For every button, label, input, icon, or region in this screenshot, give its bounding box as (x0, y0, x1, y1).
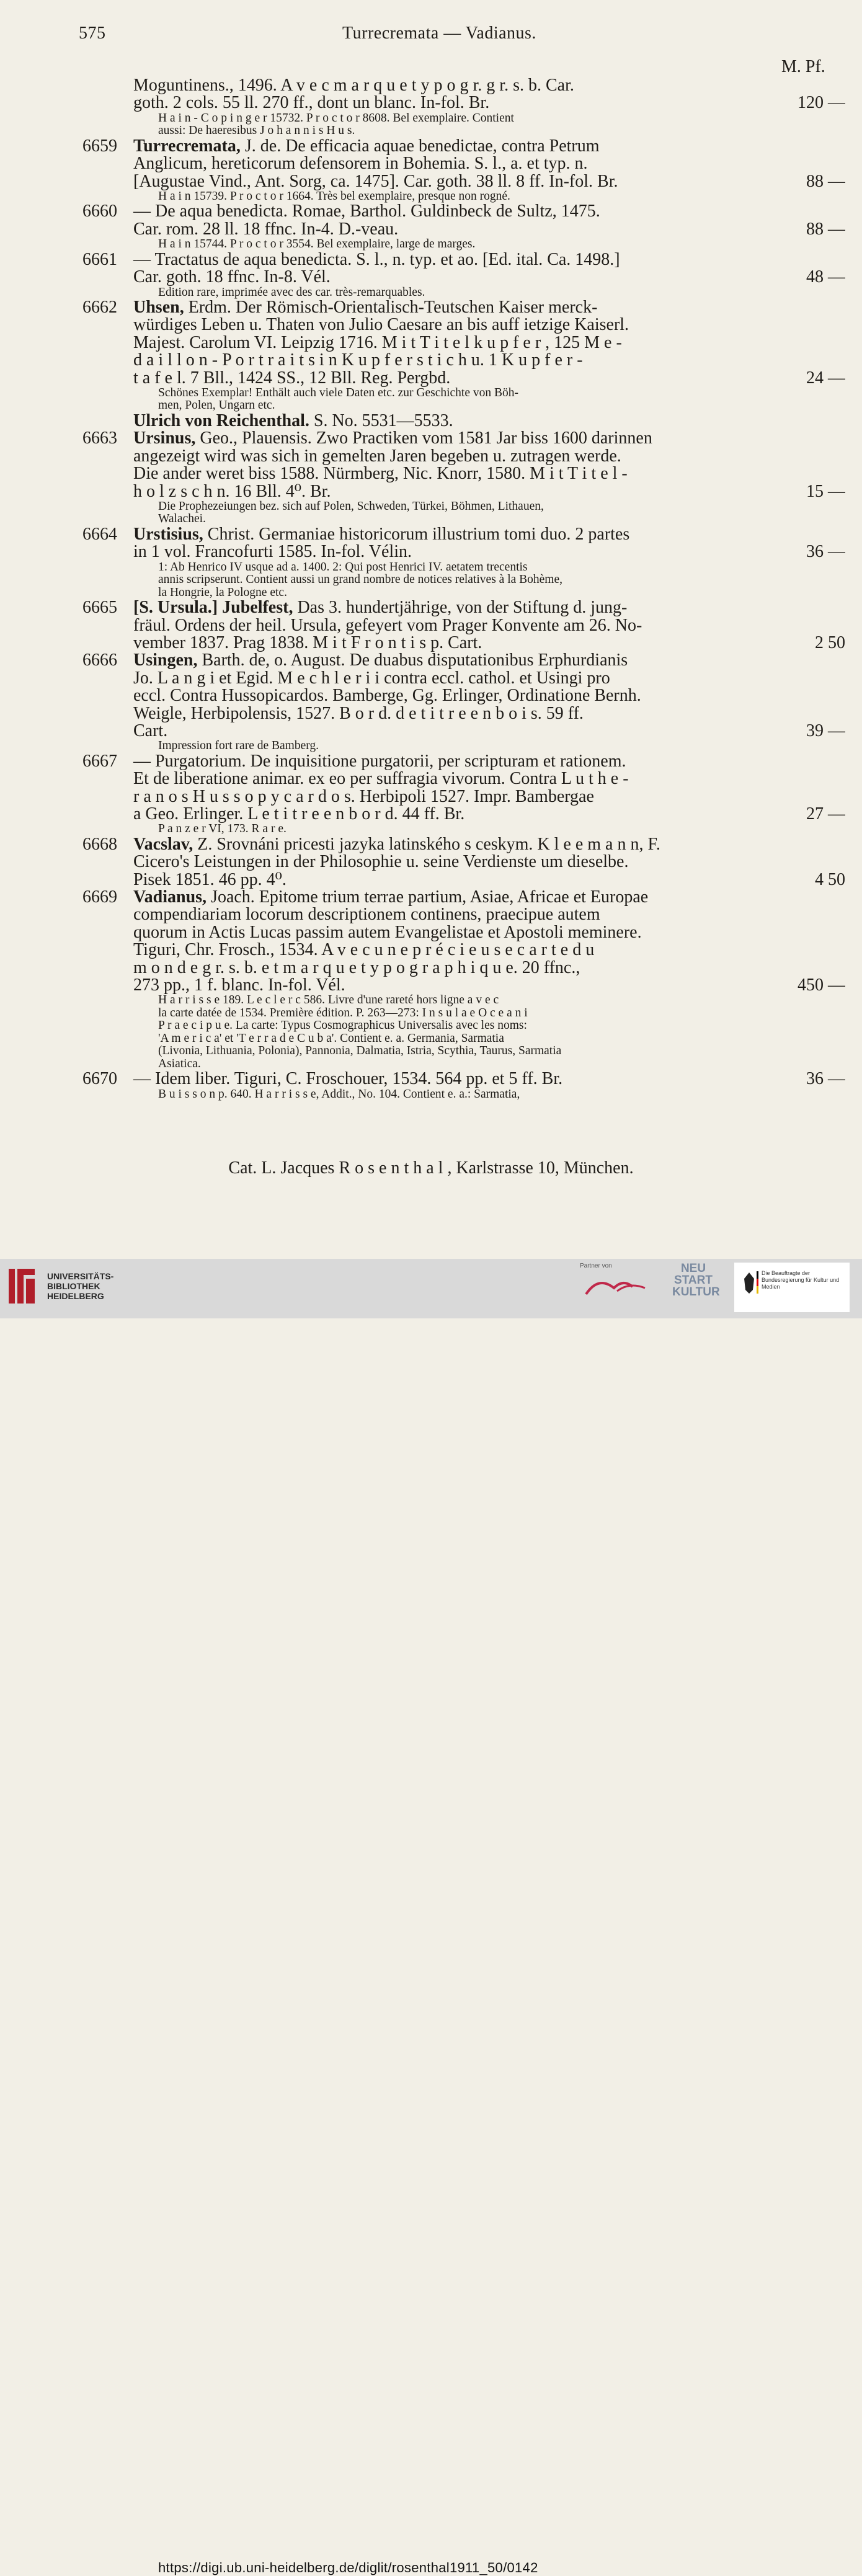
entry-text: angezeigt wird was sich in gemelten Jaren begeben u. zutragen werde. (133, 447, 621, 466)
entry-heading: Ursinus, (133, 430, 196, 448)
entry-text: Cart. (133, 722, 168, 740)
entry-line (82, 599, 845, 616)
entry-price: 4 50 (815, 871, 845, 889)
catalog-entry (82, 430, 845, 526)
entry-number: 6670 (82, 1070, 117, 1088)
entry-text: — Purgatorium. De inquisitione purgatorii, per scripturam et rationem. (133, 752, 626, 771)
entry-line (82, 670, 845, 687)
entry-text: — Tractatus de aqua benedicta. S. l., n. typ. et ao. [Ed. ital. Ca. 1498.] (133, 251, 620, 269)
neustart-kultur-logo[interactable] (672, 1262, 720, 1299)
entry-text: Jo. L a n g i et Egid. M e c h l e r i i contra eccl. cathol. et Usingi pro (133, 669, 610, 688)
entry-price: 88 — (806, 172, 845, 190)
entry-line (82, 221, 845, 238)
entry-price: 36 — (806, 1070, 845, 1088)
entry-note: Asiatica. (158, 1057, 201, 1070)
entry-line (82, 788, 845, 806)
entry-text: — De aqua benedicta. Romae, Barthol. Guldinbeck de Sultz, 1475. (133, 203, 600, 221)
entry-line (82, 836, 845, 853)
viewer-footer-bar (0, 1259, 862, 2575)
entry-text: m o n d e g r. s. b. e t m a r q u e t y p o g r a p h i q u e. 20 ffnc., (133, 959, 580, 977)
page-title: Turrecremata — Vadianus. (342, 24, 536, 43)
entry-number: 6662 (82, 299, 117, 317)
entry-text: compendiariam locorum descriptionem continens, praecipue autem (133, 906, 600, 924)
entry-price: 88 — (806, 220, 845, 239)
entry-text: Geo., Plauensis. Zwo Practiken vom 1581 Jar biss 1600 darinnen (195, 430, 652, 448)
entry-line (82, 412, 845, 430)
entry-text: in 1 vol. Francofurti 1585. In-fol. Vélin. (133, 543, 412, 561)
entry-line (82, 155, 845, 172)
catalog-entry (82, 77, 845, 138)
entry-note: men, Polen, Ungarn etc. (158, 399, 275, 412)
entry-note: Schönes Exemplar! Enthält auch viele Daten etc. zur Geschichte von Böh- (158, 386, 519, 399)
entry-text: Barth. de, o. August. De duabus disputationibus Erphurdianis (197, 652, 628, 670)
ub-heidelberg-logo[interactable] (7, 1266, 113, 1306)
federal-eagle-icon (738, 1269, 760, 1306)
entry-text: Tiguri, Chr. Frosch., 1534. A v e c u n e p r é c i e u s e c a r t e d u (133, 941, 595, 959)
entry-text: Joach. Epitome trium terrae partium, Asiae, Africae et Europae (207, 889, 649, 907)
catalog-entry (82, 599, 845, 652)
entry-text: fräul. Ordens der heil. Ursula, gefeyert vom Prager Konvente am 26. No- (133, 616, 642, 634)
entry-line (82, 334, 845, 352)
entry-line (82, 269, 845, 286)
entry-text: Majest. Carolum VI. Leipzig 1716. M i t T i t e l k u p f e r , 125 M e - (133, 334, 622, 352)
entry-number: 6668 (82, 835, 117, 854)
bkm-logo[interactable] (734, 1263, 850, 1312)
entry-note: H a i n 15739. P r o c t o r 1664. Très bel exemplaire, presque non rogné. (158, 190, 510, 203)
entry-line (82, 483, 845, 500)
entry-heading: Urstisius, (133, 525, 203, 544)
entry-text: quorum in Actis Lucas passim autem Evangelistae et Apostoli meminere. (133, 923, 642, 942)
entry-line (82, 722, 845, 740)
catalog-footer: Cat. L. Jacques R o s e n t h a l , Karlstrasse 10, München. (228, 1158, 634, 1178)
entry-line (82, 316, 845, 334)
neustart-line: NEU (680, 1262, 706, 1275)
entry-note: 'A m e r i c a' et 'T e r r a d e C u b a'. Contient e. a. Germania, Sarmatia (158, 1032, 504, 1045)
entry-note: (Livonia, Lithuania, Polonia), Pannonia, Dalmatia, Istria, Scythia, Taurus, Sarmatia (158, 1045, 562, 1058)
entry-line (82, 430, 845, 447)
entry-line (82, 889, 845, 906)
entry-text: 273 pp., 1 f. blanc. In-fol. Vél. (133, 977, 345, 995)
entry-heading: Usingen, (133, 652, 198, 670)
entry-line (82, 853, 845, 871)
entry-line (82, 543, 845, 561)
partner-logos[interactable] (580, 1263, 654, 1308)
entry-text: J. de. De efficacia aquae benedictae, contra Petrum (240, 137, 600, 156)
entry-line (82, 173, 845, 190)
entry-price: 27 — (806, 806, 845, 824)
entry-price: 36 — (806, 543, 845, 561)
entry-text: Erdm. Der Römisch-Orientalisch-Teutschen Kaiser merck- (184, 299, 598, 317)
catalog-entry (82, 412, 845, 430)
entry-heading: Turrecremata, (133, 137, 241, 156)
entry-note: H a r r i s s e 189. L e c l e r c 586. Livre d'une rareté hors ligne a v e c (158, 994, 499, 1007)
entry-number: 6667 (82, 752, 117, 771)
entry-text: Car. rom. 28 ll. 18 ffnc. In-4. D.-veau. (133, 220, 399, 239)
entry-note: P a n z e r VI, 173. R a r e. (158, 823, 287, 836)
entry-line (82, 770, 845, 788)
entry-note: aussi: De haeresibus J o h a n n i s H u s. (158, 125, 355, 138)
entry-text: vember 1837. Prag 1838. M i t F r o n t i s p. Cart. (133, 634, 482, 652)
entry-line (82, 906, 845, 923)
bkm-text: Die Beauftragte der Bundesregierung für Kultur und Medien (762, 1270, 840, 1290)
entry-note: la carte datée de 1534. Première édition. P. 263—273: I n s u l a e O c e a n i (158, 1006, 528, 1019)
entry-text: h o l z s c h n. 16 Bll. 4⁰. Br. (133, 482, 331, 500)
entry-line (82, 705, 845, 722)
entry-text: d a i l l o n - P o r t r a i t s i n K u p f e r s t i c h u. 1 K u p f e r - (133, 352, 583, 370)
entry-line (82, 687, 845, 704)
entry-price: 39 — (806, 722, 845, 740)
entry-line (82, 203, 845, 220)
entry-number: 6665 (82, 599, 117, 617)
ub-logo-line: HEIDELBERG (47, 1291, 104, 1301)
entry-line (82, 526, 845, 543)
entry-text: Weigle, Herbipolensis, 1527. B o r d. d e t i t r e e n b o i s. 59 ff. (133, 704, 584, 722)
entry-line (82, 806, 845, 823)
entry-line (82, 871, 845, 889)
entry-note: Edition rare, imprimée avec des car. très-remarquables. (158, 286, 425, 299)
entry-text: goth. 2 cols. 55 ll. 270 ff., dont un blanc. In-fol. Br. (133, 94, 490, 112)
ddb-bird-icon (580, 1269, 654, 1307)
catalog-entries (82, 77, 845, 1101)
entry-number: 6663 (82, 430, 117, 448)
ub-logo-line: UNIVERSITÄTS- (47, 1271, 114, 1281)
entry-line (82, 634, 845, 652)
entry-text: Et de liberatione animar. ex eo per suffragia vivorum. Contra L u t h e - (133, 770, 629, 788)
entry-text: Cicero's Leistungen in der Philosophie u. seine Verdienste um dieselbe. (133, 853, 629, 871)
entry-note: la Hongrie, la Pologne etc. (158, 586, 287, 599)
catalog-page (0, 0, 862, 1259)
entry-text: Die ander weret biss 1588. Nürmberg, Nic. Knorr, 1580. M i t T i t e l - (133, 465, 628, 483)
entry-heading: Vacslav, (133, 835, 193, 854)
catalog-entry (82, 251, 845, 299)
entry-price: 48 — (806, 269, 845, 286)
entry-line (82, 753, 845, 770)
catalog-entry (82, 203, 845, 251)
entry-line (82, 448, 845, 465)
entry-line (82, 77, 845, 94)
entry-note: B u i s s o n p. 640. H a r r i s s e, Addit., No. 104. Contient e. a.: Sarmatia, (158, 1088, 520, 1101)
entry-text: Christ. Germaniae historicorum illustrium tomi duo. 2 partes (203, 525, 630, 544)
entry-text: Z. Srovnáni pricesti jazyka latinského s ceskym. K l e e m a n n, F. (193, 835, 660, 854)
entry-line (82, 138, 845, 155)
entry-text: Pisek 1851. 46 pp. 4⁰. (133, 871, 287, 889)
entry-number: 6659 (82, 137, 117, 156)
entry-heading: Vadianus, (133, 889, 207, 907)
entry-line (82, 617, 845, 634)
entry-note: Walachei. (158, 513, 206, 526)
entry-number: 6664 (82, 525, 117, 544)
ub-logo-line: BIBLIOTHEK (47, 1281, 100, 1291)
catalog-entry (82, 526, 845, 599)
entry-line (82, 370, 845, 387)
entry-heading: Uhsen, (133, 299, 184, 317)
partner-label: Partner von (580, 1263, 612, 1269)
catalog-entry (82, 753, 845, 836)
catalog-entry (82, 1070, 845, 1101)
entry-heading: [S. Ursula.] Jubelfest, (133, 599, 293, 617)
entry-heading: Ulrich von Reichenthal. (133, 412, 309, 430)
neustart-line: KULTUR (672, 1286, 720, 1299)
entry-text: Car. goth. 18 ffnc. In-8. Vél. (133, 269, 331, 286)
entry-price: 450 — (798, 977, 845, 995)
entry-text: — Idem liber. Tiguri, C. Froschouer, 1534. 564 pp. et 5 ff. Br. (133, 1070, 563, 1088)
catalog-entry (82, 889, 845, 1070)
entry-line (82, 1070, 845, 1088)
entry-text: Moguntinens., 1496. A v e c m a r q u e t y p o g r. g r. s. b. Car. (133, 77, 574, 95)
entry-text: [Augustae Vind., Ant. Sorg, ca. 1475]. Car. goth. 38 ll. 8 ff. In-fol. Br. (133, 172, 618, 190)
entry-line (82, 959, 845, 977)
entry-line (82, 94, 845, 112)
entry-text: S. No. 5531—5533. (309, 412, 453, 430)
entry-text: Anglicum, hereticorum defensorem in Bohemia. S. l., a. et typ. n. (133, 155, 588, 173)
entry-line (82, 251, 845, 269)
catalog-entry (82, 652, 845, 752)
catalog-entry (82, 299, 845, 412)
entry-line (82, 977, 845, 994)
ub-logo-icon (7, 1266, 40, 1306)
entry-note: Die Prophezeiungen bez. sich auf Polen, Schweden, Türkei, Böhmen, Lithauen, (158, 500, 544, 513)
entry-text: eccl. Contra Hussopicardos. Bamberge, Gg. Erlinger, Ordinatione Bernh. (133, 687, 641, 705)
entry-note: annis scripserunt. Contient aussi un grand nombre de notices relatives à la Bohème, (158, 574, 563, 587)
entry-number: 6661 (82, 251, 117, 269)
entry-number: 6666 (82, 652, 117, 670)
entry-price: 2 50 (815, 634, 845, 652)
entry-note: P r a e c i p u e. La carte: Typus Cosmographicus Universalis avec les noms: (158, 1019, 527, 1033)
price-column-header: M. Pf. (781, 57, 825, 76)
entry-line (82, 352, 845, 369)
entry-text: r a n o s H u s s o p y c a r d o s. Herbipoli 1527. Impr. Bambergae (133, 788, 594, 806)
page-url[interactable]: https://digi.ub.uni-heidelberg.de/diglit/rosenthal1911_50/0142 (158, 2560, 538, 2575)
catalog-entry (82, 138, 845, 203)
neustart-line: START (674, 1274, 713, 1287)
entry-number: 6669 (82, 889, 117, 907)
catalog-entry (82, 836, 845, 889)
entry-line (82, 299, 845, 316)
entry-text: t a f e l. 7 Bll., 1424 SS., 12 Bll. Reg. Pergbd. (133, 369, 451, 387)
entry-note: 1: Ab Henrico IV usque ad a. 1400. 2: Qui post Henrici IV. aetatem trecentis (158, 561, 528, 574)
entry-price: 120 — (798, 94, 845, 112)
entry-note: H a i n 15744. P r o c t o r 3554. Bel exemplaire, large de marges. (158, 238, 476, 251)
entry-line (82, 465, 845, 482)
entry-price: 24 — (806, 369, 845, 387)
entry-note: H a i n - C o p i n g e r 15732. P r o c t o r 8608. Bel exemplaire. Contient (158, 112, 514, 125)
entry-text: würdiges Leben u. Thaten von Julio Caesare an bis auff ietzige Kaiserl. (133, 316, 629, 334)
page-number: 575 (79, 24, 106, 43)
entry-line (82, 941, 845, 959)
entry-number: 6660 (82, 203, 117, 221)
entry-note: Impression fort rare de Bamberg. (158, 740, 319, 753)
entry-text: Das 3. hundertjährige, von der Stiftung d. jung- (293, 599, 628, 617)
entry-price: 15 — (806, 482, 845, 500)
entry-line (82, 652, 845, 669)
entry-line (82, 924, 845, 941)
entry-text: a Geo. Erlinger. L e t i t r e e n b o r d. 44 ff. Br. (133, 806, 465, 824)
